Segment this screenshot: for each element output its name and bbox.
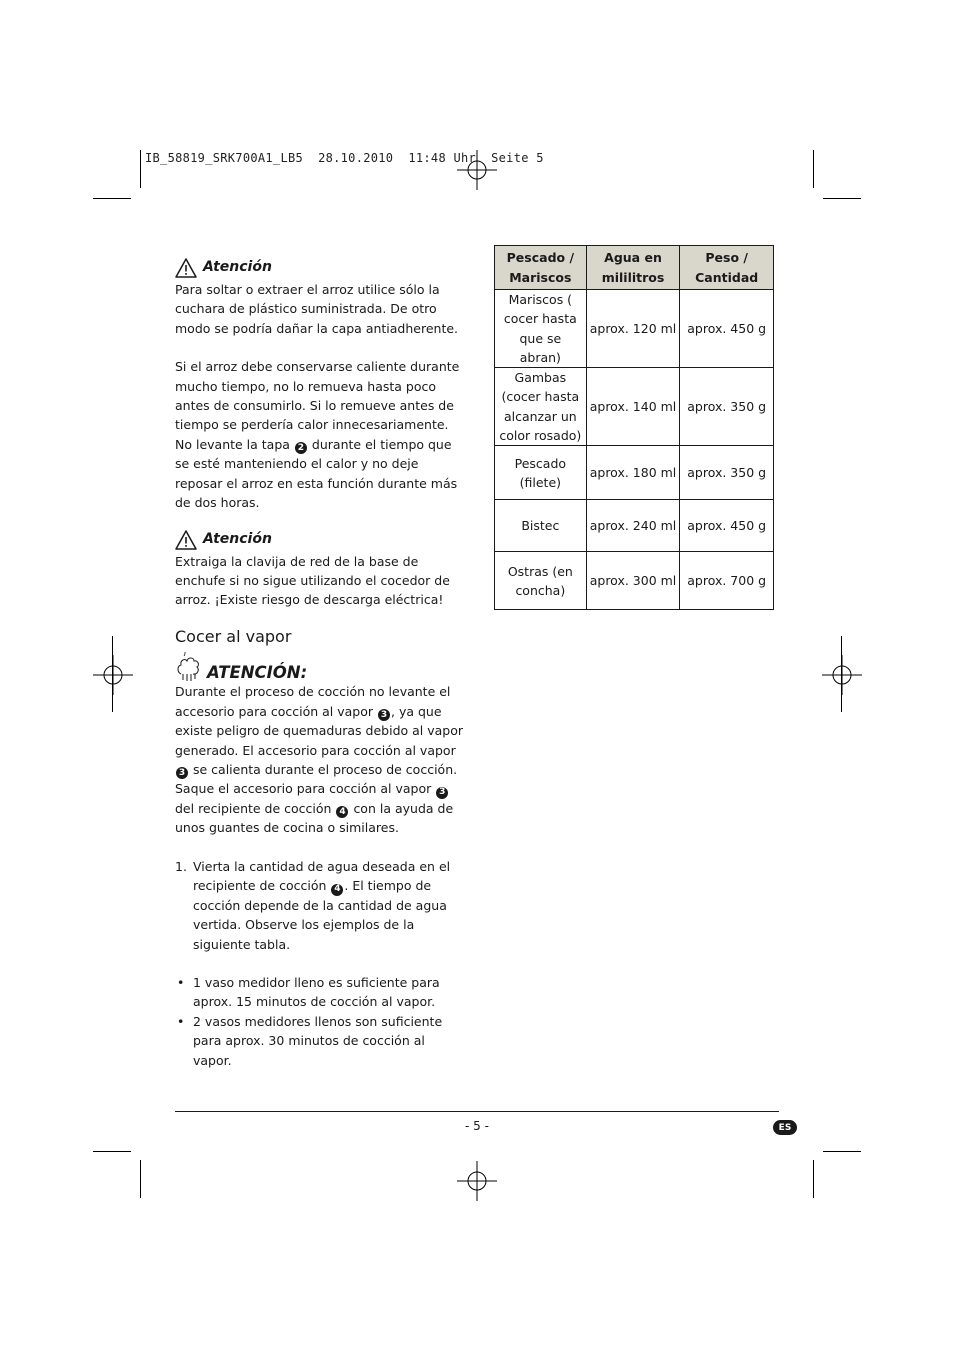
- warning-triangle-icon: [175, 530, 197, 550]
- table-cell: aprox. 120 ml: [586, 290, 680, 368]
- table-cell: aprox. 180 ml: [586, 446, 680, 500]
- list-item: • 2 vasos medidores llenos son suficiente para aprox. 30 minutos de cocción al vapor.: [177, 1013, 443, 1068]
- table-row: [495, 368, 774, 446]
- warning-heading: [175, 258, 467, 278]
- crop-mark: [841, 636, 842, 712]
- table-cell: Bistec: [495, 500, 587, 552]
- crop-mark: [93, 1151, 131, 1152]
- warning-title: Atención: [203, 259, 272, 276]
- column-header: Agua en mililitros: [586, 246, 680, 290]
- registration-mark-icon: [457, 1161, 497, 1201]
- bullet-list: [175, 973, 467, 1070]
- crop-mark: [813, 1160, 814, 1198]
- registration-mark-icon: [822, 655, 862, 695]
- steam-accessory-reference-badge: 3: [176, 767, 188, 779]
- steam-warning-paragraph: Durante el proceso de cocción no levante el accesorio para cocción al vapor 3 , ya que existe peligro de quemaduras debido al vapor generado. El accesorio para cocción al vapor 3 se calienta durante el proceso de cocción. Saque el accesorio para cocción al vapor 3 del recipiente de cocción 4 con la ayuda de unos guantes de cocina o similares.: [175, 684, 464, 836]
- table-cell: aprox. 350 g: [680, 368, 774, 446]
- table-cell: aprox. 450 g: [680, 500, 774, 552]
- table-cell: aprox. 700 g: [680, 552, 774, 610]
- table-cell: Ostras (en concha): [495, 552, 587, 610]
- footer-rule: [175, 1111, 779, 1112]
- table-cell: aprox. 300 ml: [586, 552, 680, 610]
- crop-mark: [823, 1151, 861, 1152]
- table-cell: aprox. 350 g: [680, 446, 774, 500]
- steam-warning-heading: [175, 652, 467, 682]
- steam-accessory-reference-badge: 3: [436, 787, 448, 799]
- steam-warning-title: ATENCIÓN:: [207, 662, 308, 682]
- table-cell: Gambas (cocer hasta alcanzar un color rosado): [495, 368, 587, 446]
- warning-paragraph: Extraiga la clavija de red de la base de enchufe si no sigue utilizando el cocedor de arroz. ¡Existe riesgo de descarga eléctrica!: [175, 553, 450, 608]
- table-row: [495, 446, 774, 500]
- warning-paragraph: Si el arroz debe conservarse caliente durante mucho tiempo, no lo remueva hasta poco antes de consumirlo. Si lo remueve antes de tiempo se perdería calor innecesariamente. No levante la tapa 2 durante el tiempo que se esté manteniendo el calor y no deje reposar el arroz en esta función durante más de dos horas.: [175, 359, 460, 511]
- warning-triangle-icon: [175, 258, 197, 278]
- column-header: Peso / Cantidad: [680, 246, 774, 290]
- table-header-row: [495, 246, 774, 290]
- registration-mark-icon: [93, 655, 133, 695]
- warning-paragraph: Para soltar o extraer el arroz utilice sólo la cuchara de plástico suministrada. De otro modo se podría dañar la capa antiadherente.: [175, 282, 459, 336]
- table-row: [495, 500, 774, 552]
- crop-mark: [112, 636, 113, 712]
- table-row: [495, 290, 774, 368]
- table-cell: aprox. 450 g: [680, 290, 774, 368]
- warning-heading: [175, 530, 467, 550]
- crop-mark: [93, 198, 131, 199]
- steaming-table: [494, 245, 774, 610]
- left-column: [175, 258, 467, 1070]
- column-header: Pescado / Mariscos: [495, 246, 587, 290]
- steps-list: [175, 857, 467, 954]
- list-item: 1. Vierta la cantidad de agua deseada en el recipiente de cocción 4 . El tiempo de cocción depende de la cantidad de agua vertida. Observe los ejemplos de la siguiente tabla.: [175, 858, 451, 952]
- list-item: • 1 vaso medidor lleno es suficiente para aprox. 15 minutos de cocción al vapor.: [177, 974, 440, 1010]
- table-cell: Mariscos ( cocer hasta que se abran): [495, 290, 587, 368]
- crop-mark: [140, 150, 141, 188]
- page-number: - 5 -: [465, 1119, 489, 1133]
- table-row: [495, 552, 774, 610]
- lid-reference-badge: 2: [295, 442, 307, 454]
- steam-hand-icon: [175, 652, 203, 682]
- table-cell: Pescado (filete): [495, 446, 587, 500]
- section-title: Cocer al vapor: [175, 626, 292, 646]
- cooking-bowl-reference-badge: 4: [336, 806, 348, 818]
- crop-mark: [823, 198, 861, 199]
- language-badge: ES: [773, 1120, 797, 1135]
- table-cell: aprox. 140 ml: [586, 368, 680, 446]
- registration-mark-icon: [457, 150, 497, 190]
- print-slug: IB_58819_SRK700A1_LB5 28.10.2010 11:48 Uhr Seite 5: [145, 151, 544, 165]
- cooking-bowl-reference-badge: 4: [331, 884, 343, 896]
- crop-mark: [813, 150, 814, 188]
- crop-mark: [140, 1160, 141, 1198]
- steam-accessory-reference-badge: 3: [378, 709, 390, 721]
- warning-title: Atención: [203, 530, 272, 547]
- table-cell: aprox. 240 ml: [586, 500, 680, 552]
